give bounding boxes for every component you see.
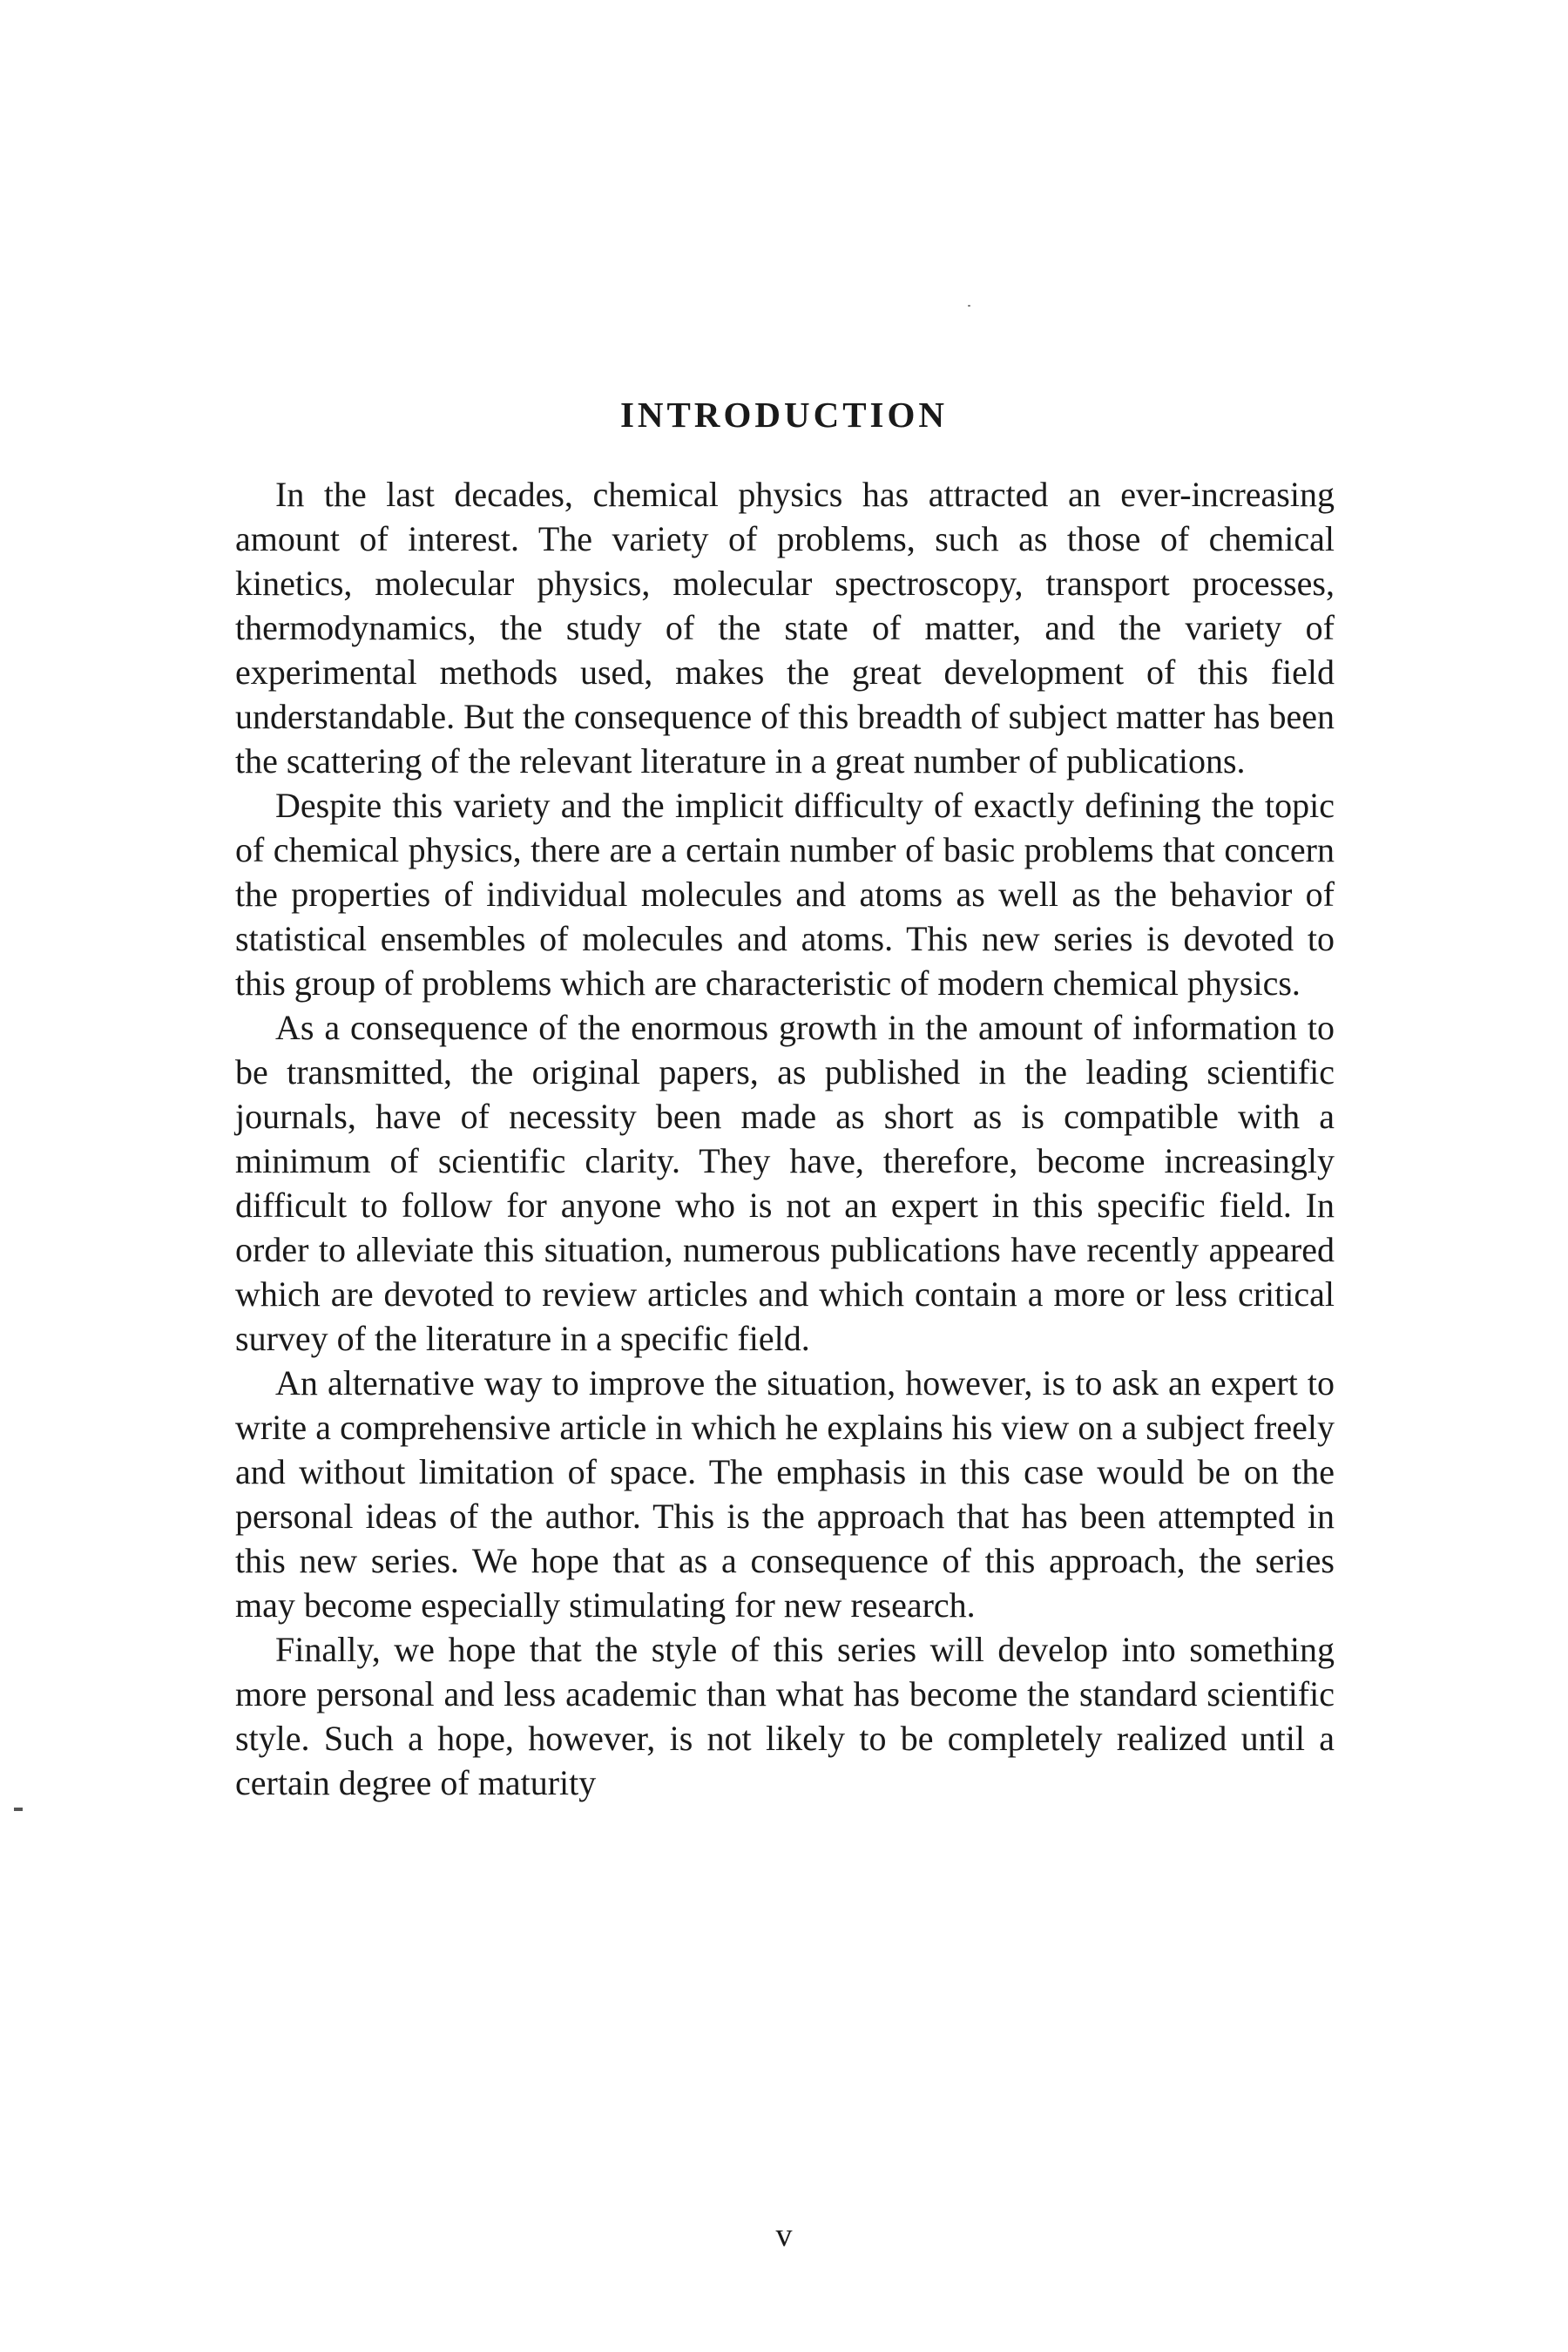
paragraph-4: An alternative way to improve the situation, however, is to ask an expert to write a comprehensive article in which he explains his view on a subject freely and without limitation of space. The emphasis in this case would be on the personal ideas of the author. This is the approach that has been attempted in this new series. We hope that as a consequence of this approach, the series may become especially stimulating for new research.	[235, 1363, 1335, 1625]
page-title: INTRODUCTION	[619, 395, 949, 435]
paragraph-3: As a consequence of the enormous growth in the amount of information to be transmitted, the original papers, as published in the leading scientific journals, have of necessity been made as short as is compatible with a minimum of scientific clarity. They have, therefore, become increasingly difficult to follow for anyone who is not an expert in this specific field. In order to alleviate this situation, numerous publications have recently appeared which are devoted to review articles and which contain a more or less critical survey of the literature in a specific field.	[235, 1008, 1335, 1358]
page-number: v	[775, 2217, 793, 2254]
paragraph-1: In the last decades, chemical physics has attracted an ever-increasing amount of interest. The variety of problems, such as those of chemical kinetics, molecular physics, molecular spectroscopy, transport processes, thermodynamics, the study of the state of matter, and the variety of experimental methods used, makes the great development of this field understandable. But the consequence of this breadth of subject matter has been the scattering of the relevant literature in a great number of publications.	[235, 475, 1335, 781]
print-speck	[968, 305, 970, 307]
margin-mark	[14, 1808, 23, 1811]
paragraph-2: Despite this variety and the implicit difficulty of exactly defining the topic of chemical physics, there are a certain number of basic problems that concern the properties of individual molecules and atoms as well as the behavior of statistical ensembles of molecules and atoms. This new series is devoted to this group of problems which are characteristic of modern chemical physics.	[235, 786, 1335, 1003]
paragraph-5: Finally, we hope that the style of this series will develop into something more personal and less academic than what has become the standard scientific style. Such a hope, however, is not likely to be completely realized until a certain degree of maturity	[235, 1630, 1335, 1802]
body-text	[235, 472, 1335, 1805]
